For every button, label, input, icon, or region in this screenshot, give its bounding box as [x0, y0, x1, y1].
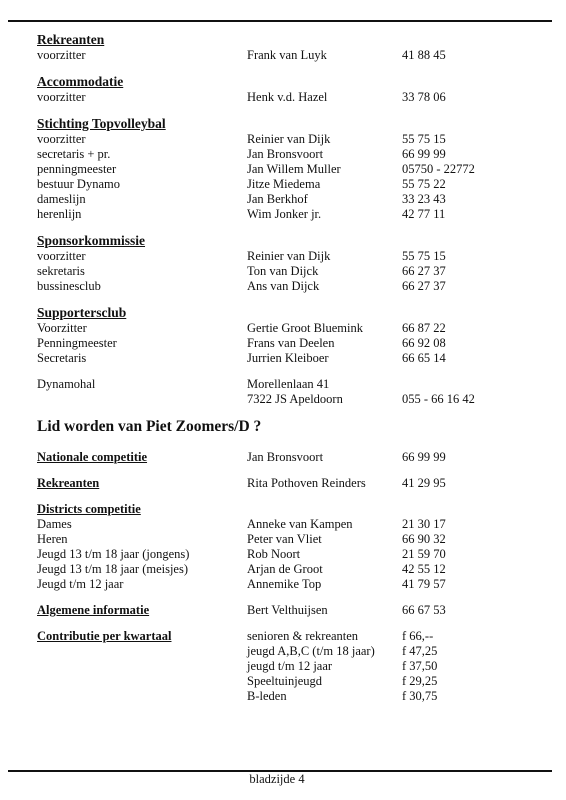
contact-name: Frank van Luyk [247, 48, 327, 62]
contact-row [37, 192, 537, 207]
contact-name: Jan Willem Muller [247, 162, 341, 176]
contact-phone: 42 77 11 [402, 207, 446, 221]
district-row [37, 532, 537, 547]
contact-section [37, 305, 537, 366]
section-title: Sponsorkommissie [37, 233, 146, 248]
contact-role: voorzitter [37, 48, 86, 62]
contact-phone: 66 65 14 [402, 351, 446, 365]
nationale-competitie [37, 450, 537, 465]
page-footer [0, 772, 566, 787]
section-title: Accommodatie [37, 74, 124, 89]
contact-phone: 41 88 45 [402, 48, 446, 62]
districts-rows [37, 517, 537, 592]
fee-category: B-leden [247, 689, 287, 703]
fee-amount: f 30,75 [402, 689, 438, 703]
section-title: Supportersclub [37, 305, 127, 320]
contact-name: Jurrien Kleiboer [247, 351, 329, 365]
dynamohal-block [37, 377, 537, 407]
contact-row [37, 147, 537, 162]
contact-role: Secretaris [37, 351, 87, 365]
district-row [37, 547, 537, 562]
contact-phone: 66 87 22 [402, 321, 446, 335]
contact-name: Reinier van Dijk [247, 249, 331, 263]
fee-amount: f 47,25 [402, 644, 438, 658]
contributie-row [37, 659, 537, 674]
contact-name: Jitze Miedema [247, 177, 321, 191]
contact-phone: 33 23 43 [402, 192, 446, 206]
district-category: Jeugd 13 t/m 18 jaar (jongens) [37, 547, 190, 561]
contact-name: Wim Jonker jr. [247, 207, 322, 221]
fee-category: jeugd t/m 12 jaar [247, 659, 333, 673]
district-category: Dames [37, 517, 72, 531]
page-content [37, 32, 537, 715]
section-title: Rekreanten [37, 32, 105, 47]
contact-role: voorzitter [37, 132, 86, 146]
dynamohal-label: Dynamohal [37, 377, 96, 391]
algemene-name: Bert Velthuijsen [247, 603, 328, 617]
contact-role: Penningmeester [37, 336, 117, 350]
rekreanten2-name: Rita Pothoven Reinders [247, 476, 366, 490]
district-contact: Arjan de Groot [247, 562, 323, 576]
contact-row [37, 249, 537, 264]
contact-row [37, 162, 537, 177]
contact-row [37, 90, 537, 105]
contact-phone: 33 78 06 [402, 90, 446, 104]
fee-category: Speeltuinjeugd [247, 674, 322, 688]
rekreanten2-title: Rekreanten [37, 476, 100, 490]
district-contact: Anneke van Kampen [247, 517, 353, 531]
district-phone: 21 30 17 [402, 517, 446, 531]
district-row [37, 517, 537, 532]
contact-role: bussinesclub [37, 279, 101, 293]
contact-phone: 66 99 99 [402, 147, 446, 161]
contact-row [37, 321, 537, 336]
dynamohal-address-street: Morellenlaan 41 [247, 377, 330, 391]
districts-title: Districts competitie [37, 502, 141, 516]
contact-sections [37, 32, 537, 366]
contact-role: secretaris + pr. [37, 147, 111, 161]
district-phone: 41 79 57 [402, 577, 446, 591]
district-category: Jeugd 13 t/m 18 jaar (meisjes) [37, 562, 189, 576]
contact-row [37, 351, 537, 366]
fee-amount: f 37,50 [402, 659, 438, 673]
districts-competitie [37, 502, 537, 592]
district-contact: Annemike Top [247, 577, 322, 591]
contact-role: sekretaris [37, 264, 85, 278]
contact-row [37, 207, 537, 222]
district-phone: 21 59 70 [402, 547, 446, 561]
contact-role: Voorzitter [37, 321, 87, 335]
contact-name: Jan Bronsvoort [247, 147, 324, 161]
dynamohal-phone: 055 - 66 16 42 [402, 392, 475, 406]
contributie-row [37, 674, 537, 689]
contact-phone: 05750 - 22772 [402, 162, 475, 176]
contact-section [37, 233, 537, 294]
contact-role: voorzitter [37, 90, 86, 104]
contact-phone: 55 75 22 [402, 177, 446, 191]
dynamohal-address-city: 7322 JS Apeldoorn [247, 392, 343, 406]
contact-role: voorzitter [37, 249, 86, 263]
contributie-row [37, 629, 537, 644]
contact-name: Jan Berkhof [247, 192, 308, 206]
contact-role: herenlijn [37, 207, 82, 221]
contact-name: Ans van Dijck [247, 279, 320, 293]
nationale-phone: 66 99 99 [402, 450, 446, 464]
nationale-title: Nationale competitie [37, 450, 148, 464]
contributie-block [37, 629, 537, 704]
contact-name: Reinier van Dijk [247, 132, 331, 146]
contact-section [37, 32, 537, 63]
section-title: Stichting Topvolleybal [37, 116, 166, 131]
district-contact: Rob Noort [247, 547, 301, 561]
contact-phone: 55 75 15 [402, 132, 446, 146]
contact-row [37, 48, 537, 63]
district-category: Heren [37, 532, 68, 546]
fee-amount: f 29,25 [402, 674, 438, 688]
fee-category: jeugd A,B,C (t/m 18 jaar) [247, 644, 375, 658]
contact-role: penningmeester [37, 162, 117, 176]
contact-row [37, 279, 537, 294]
fee-category: senioren & rekreanten [247, 629, 359, 643]
district-contact: Peter van Vliet [247, 532, 322, 546]
rekreanten-membership [37, 476, 537, 491]
contact-row [37, 264, 537, 279]
contact-name: Frans van Deelen [247, 336, 335, 350]
contact-name: Gertie Groot Bluemink [247, 321, 363, 335]
page-number: bladzijde 4 [249, 772, 305, 786]
contact-role: bestuur Dynamo [37, 177, 120, 191]
fee-amount: f 66,-- [402, 629, 434, 643]
nationale-name: Jan Bronsvoort [247, 450, 324, 464]
district-category: Jeugd t/m 12 jaar [37, 577, 124, 591]
contact-section [37, 74, 537, 105]
contact-phone: 66 27 37 [402, 264, 446, 278]
contributie-row [37, 644, 537, 659]
membership-heading: Lid worden van Piet Zoomers/D ? [37, 418, 262, 435]
rekreanten2-phone: 41 29 95 [402, 476, 446, 490]
algemene-phone: 66 67 53 [402, 603, 446, 617]
contact-row [37, 177, 537, 192]
top-rule [8, 20, 552, 22]
contact-phone: 55 75 15 [402, 249, 446, 263]
contact-phone: 66 92 08 [402, 336, 446, 350]
contact-section [37, 116, 537, 222]
contact-row [37, 132, 537, 147]
contact-name: Henk v.d. Hazel [247, 90, 328, 104]
district-row [37, 562, 537, 577]
district-phone: 42 55 12 [402, 562, 446, 576]
district-row [37, 577, 537, 592]
contributie-row [37, 689, 537, 704]
contributie-rows [37, 629, 537, 704]
contact-row [37, 336, 537, 351]
contributie-title: Contributie per kwartaal [37, 629, 172, 643]
contact-phone: 66 27 37 [402, 279, 446, 293]
algemene-informatie [37, 603, 537, 618]
algemene-title: Algemene informatie [37, 603, 150, 617]
contact-role: dameslijn [37, 192, 86, 206]
district-phone: 66 90 32 [402, 532, 446, 546]
contact-name: Ton van Dijck [247, 264, 319, 278]
